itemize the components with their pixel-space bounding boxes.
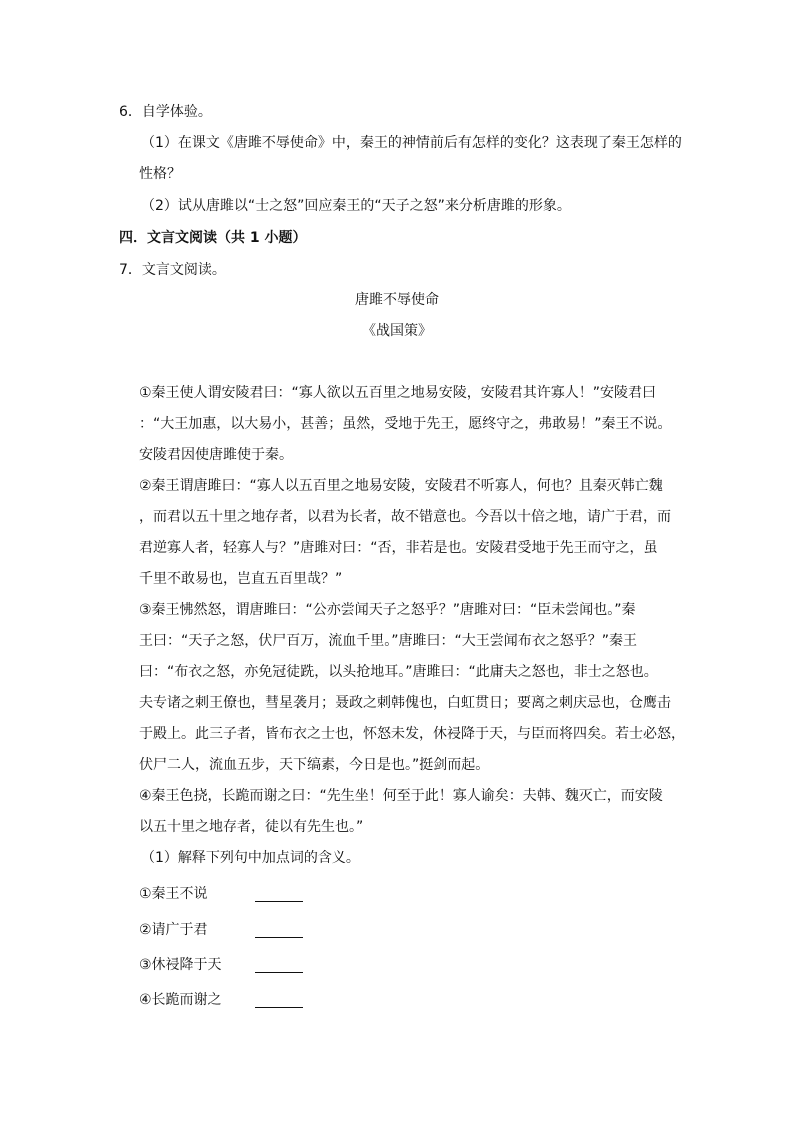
paragraph-3-line-4: 夫专诸之刺王僚也，彗星袭月；聂政之刺韩傀也，白虹贯日；要离之刺庆忌也，仓鹰击 [139,695,671,711]
paragraph-4-line-1: ④秦王色挠，长跪而谢之曰：“先生坐！何至于此！寡人谕矣：夫韩、魏灭亡，而安陵 [139,788,663,804]
question-7-sub-1: （1）解释下列句中加点词的含义。 [141,850,360,866]
question-6-item-2: （2）试从唐雎以“士之怒”回应秦王的“天子之怒”来分析唐雎的形象。 [141,198,571,214]
text-source: 《战国策》 [362,323,432,339]
answer-blank-4[interactable] [255,1007,303,1008]
answer-blank-2[interactable] [255,937,303,938]
question-6-title: 6．自学体验。 [119,104,212,120]
paragraph-3-line-3: 曰：“布衣之怒，亦免冠徒跣，以头抢地耳。”唐雎曰：“此庸夫之怒也，非士之怒也。 [139,664,658,680]
paragraph-2-line-4: 千里不敢易也，岂直五百里哉？” [139,571,343,587]
paragraph-3-line-2: 王曰：“天子之怒，伏尸百万，流血千里。”唐雎曰：“大王尝闻布衣之怒乎？”秦王 [139,633,638,649]
section-4-heading: 四．文言文阅读（共 1 小题） [119,230,307,246]
question-6-item-1-cont: 性格？ [139,166,181,182]
paragraph-2-line-3: 君逆寡人者，轻寡人与？”唐雎对曰：“否，非若是也。安陵君受地于先王而守之，虽 [139,540,658,556]
question-6-item-1: （1）在课文《唐雎不辱使命》中，秦王的神情前后有怎样的变化？这表现了秦王怎样的 [141,135,682,151]
fill-item-2: ②请广于君 [139,922,208,938]
fill-item-4: ④长跪而谢之 [139,992,222,1008]
question-7-title: 7．文言文阅读。 [119,262,226,278]
paragraph-2-line-1: ②秦王谓唐雎曰：“寡人以五百里之地易安陵，安陵君不听寡人，何也？且秦灭韩亡魏 [139,478,663,494]
fill-item-1: ①秦王不说 [139,886,208,902]
paragraph-1-line-1: ①秦王使人谓安陵君曰：“寡人欲以五百里之地易安陵，安陵君其许寡人！”安陵君曰 [139,385,657,401]
fill-item-3: ③休祲降于天 [139,957,222,973]
paragraph-3-line-1: ③秦王怫然怒，谓唐雎曰：“公亦尝闻天子之怒乎？”唐雎对曰：“臣未尝闻也。”秦 [139,602,636,618]
paragraph-1-line-2: ：“大王加惠，以大易小，甚善；虽然，受地于先王，愿终守之，弗敢易！”秦王不说。 [139,416,672,432]
paragraph-4-line-2: 以五十里之地存者，徒以有先生也。” [139,819,364,835]
paragraph-3-line-6: 伏尸二人，流血五步，天下缟素，今日是也。”挺剑而起。 [139,757,490,773]
paragraph-1-line-3: 安陵君因使唐雎使于秦。 [139,447,293,463]
answer-blank-3[interactable] [255,972,303,973]
paragraph-3-line-5: 于殿上。此三子者，皆布衣之士也，怀怒未发，休祲降于天，与臣而将四矣。若士必怒， [139,726,685,742]
text-title: 唐雎不辱使命 [355,292,439,308]
answer-blank-1[interactable] [255,901,303,902]
paragraph-2-line-2: ，而君以五十里之地存者，以君为长者，故不错意也。今吾以十倍之地，请广于君，而 [139,509,671,525]
